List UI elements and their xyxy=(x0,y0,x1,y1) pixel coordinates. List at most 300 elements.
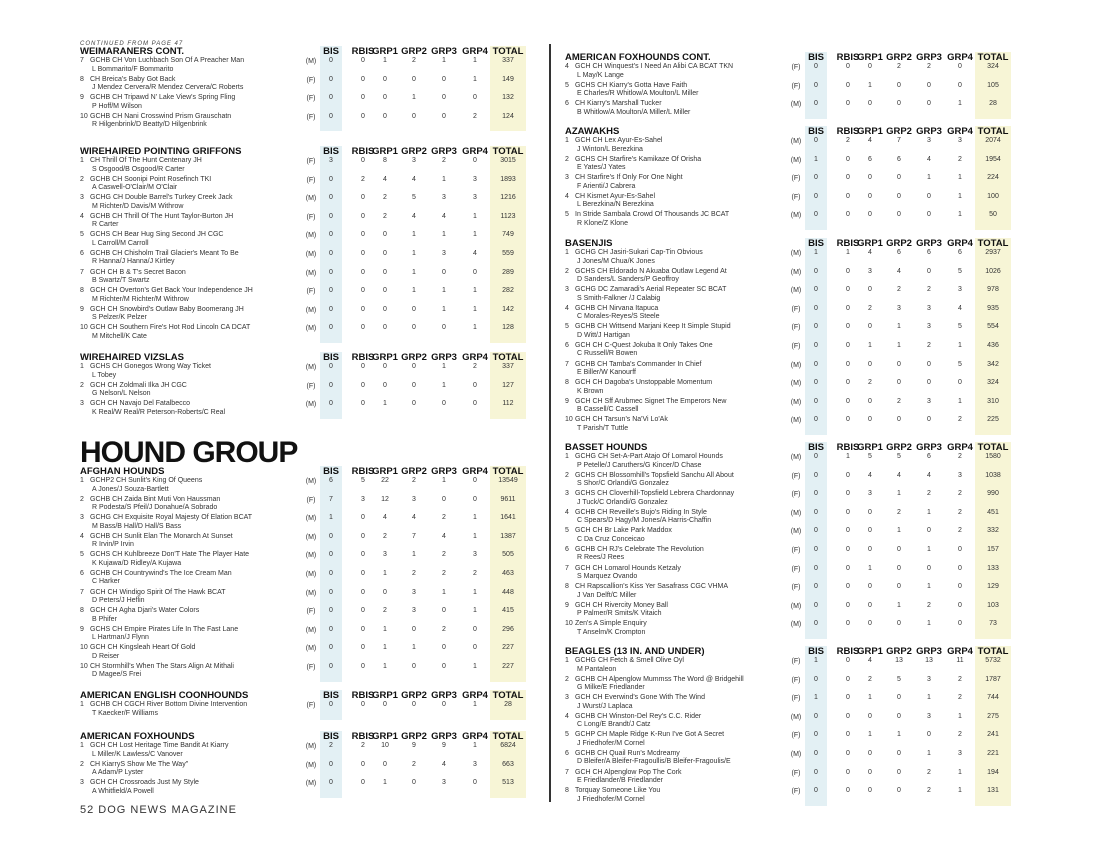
stat-rbis: 0 xyxy=(846,749,850,757)
stat-rbis: 0 xyxy=(846,657,850,664)
section-header xyxy=(565,52,1017,63)
stat-grp4: 1 xyxy=(473,532,477,540)
section-header xyxy=(565,126,1017,137)
stat-total: 282 xyxy=(502,287,514,295)
breed-title: AFGHAN HOUNDS xyxy=(80,466,165,477)
breed-title: AZAWAKHS xyxy=(565,126,620,137)
rank-number: 6 xyxy=(80,249,84,257)
breed-title: WEIMARANERS CONT. xyxy=(80,46,184,57)
stat-rbis: 0 xyxy=(361,305,365,313)
dog-name: CH Rapscallion's Kiss Yer Sasafrass CGC VHMA xyxy=(575,583,729,591)
stat-grp1: 0 xyxy=(868,508,872,516)
column-header-bis: BIS xyxy=(808,52,824,63)
dog-sex: (M) xyxy=(790,101,802,109)
stat-grp2: 3 xyxy=(412,495,416,503)
dog-sex: (M) xyxy=(305,478,317,485)
stat-grp1: 0 xyxy=(868,416,872,424)
dog-name: Torquay Someone Like You xyxy=(575,787,661,795)
owner-names: L Hartman/J Flynn xyxy=(92,634,149,642)
rank-number: 9 xyxy=(565,601,569,609)
stat-grp1: 3 xyxy=(383,551,387,559)
dog-name: GCH CH Windigo Spirit Of The Hawk BCAT xyxy=(90,588,226,596)
stat-grp1: 0 xyxy=(868,100,872,108)
stat-grp2: 0 xyxy=(412,305,416,313)
column-header-grp3: GRP3 xyxy=(431,466,457,477)
column-header-total: TOTAL xyxy=(492,731,524,742)
stat-rbis: 0 xyxy=(361,532,365,540)
stat-bis: 0 xyxy=(814,601,818,609)
table-row xyxy=(565,416,1017,435)
dog-name: GCHB CH Alpenglow Mummss The Word @ Bridgehill xyxy=(575,675,744,683)
table-row xyxy=(565,249,1017,268)
column-header-rbis: RBIS xyxy=(351,46,375,57)
stat-rbis: 0 xyxy=(361,381,365,389)
stat-grp1: 8 xyxy=(383,157,387,164)
rank-number: 4 xyxy=(565,192,569,200)
stat-grp3: 0 xyxy=(442,94,446,102)
rank-number: 10 xyxy=(80,662,88,670)
dog-name: GCHG CH Double Barrel's Turkey Creek Jack xyxy=(90,194,233,202)
stat-grp4: 1 xyxy=(473,701,477,708)
table-row xyxy=(80,570,532,589)
column-header-grp2: GRP2 xyxy=(886,238,912,249)
dog-name: GCH CH Winquest's I Need An Alibi CA BCAT TKN xyxy=(575,63,734,70)
dog-name: CH Thrill Of The Hunt Centenary JH xyxy=(90,157,202,164)
stat-bis: 7 xyxy=(329,495,333,503)
owner-names: S Osgood/B Osgood/R Carter xyxy=(92,165,185,173)
owner-names: J Friedhofer/M Cornel xyxy=(577,795,645,803)
rank-number: 9 xyxy=(80,625,84,633)
stat-grp2: 5 xyxy=(412,194,416,202)
stat-grp4: 0 xyxy=(473,644,477,652)
stat-grp2: 4 xyxy=(897,471,901,479)
dog-name: GCHB CH RJ's Celebrate The Revolution xyxy=(575,545,704,553)
stat-rbis: 2 xyxy=(361,175,365,183)
owner-names: M Mitchell/K Cate xyxy=(92,332,147,340)
column-header-grp1: GRP1 xyxy=(372,731,398,742)
stat-rbis: 2 xyxy=(361,742,365,749)
column-header-grp1: GRP1 xyxy=(372,46,398,57)
rank-number: 8 xyxy=(80,75,84,83)
stat-total: 342 xyxy=(987,360,999,368)
column-header-grp4: GRP4 xyxy=(462,46,488,57)
stat-total: 13549 xyxy=(498,477,518,484)
breed-title: BASENJIS xyxy=(565,238,613,249)
stat-bis: 0 xyxy=(329,175,333,183)
stat-bis: 0 xyxy=(814,787,818,795)
column-header-grp3: GRP3 xyxy=(431,690,457,701)
column-header-total: TOTAL xyxy=(492,352,524,363)
table-row xyxy=(80,779,532,798)
stat-bis: 0 xyxy=(329,94,333,102)
stat-bis: 1 xyxy=(814,155,818,163)
stat-grp3: 0 xyxy=(927,100,931,108)
dog-sex: (F) xyxy=(791,64,801,71)
stat-bis: 0 xyxy=(329,588,333,596)
stat-grp3: 0 xyxy=(442,662,446,670)
dog-name: GCHG CH Fetch & Smell Olive Oyl xyxy=(575,657,684,664)
stat-grp4: 5 xyxy=(958,323,962,331)
rank-number: 5 xyxy=(565,81,569,89)
dog-sex: (F) xyxy=(791,788,801,796)
stat-total: 221 xyxy=(987,749,999,757)
stat-bis: 0 xyxy=(814,304,818,312)
stat-grp4: 2 xyxy=(958,490,962,498)
stat-grp3: 2 xyxy=(927,787,931,795)
table-row xyxy=(565,63,1017,82)
breed-section xyxy=(80,146,532,343)
stat-grp4: 0 xyxy=(958,545,962,553)
stat-grp2: 6 xyxy=(897,249,901,256)
stat-bis: 0 xyxy=(814,749,818,757)
stat-total: 1893 xyxy=(500,175,516,183)
table-row xyxy=(565,156,1017,175)
dog-name: GCH CH Dagoba's Unstoppable Momentum xyxy=(575,379,713,387)
table-row xyxy=(565,82,1017,101)
stat-grp4: 0 xyxy=(958,601,962,609)
stat-grp2: 0 xyxy=(412,363,416,370)
column-header-grp3: GRP3 xyxy=(916,442,942,453)
dog-name: GCH CH Overton's Get Back Your Independence JH xyxy=(90,287,253,295)
dog-sex: (F) xyxy=(791,546,801,554)
stat-grp3: 3 xyxy=(927,137,931,144)
stat-grp1: 0 xyxy=(868,286,872,294)
dog-sex: (F) xyxy=(791,658,801,665)
dog-sex: (M) xyxy=(790,380,802,388)
owner-names: M Richter/M Richter/M Withrow xyxy=(92,295,189,303)
stat-total: 100 xyxy=(987,192,999,200)
table-row xyxy=(80,496,532,515)
stat-grp3: 3 xyxy=(442,249,446,257)
column-header-grp3: GRP3 xyxy=(916,126,942,137)
rank-number: 3 xyxy=(565,694,569,702)
stat-grp4: 1 xyxy=(473,588,477,596)
column-header-grp2: GRP2 xyxy=(886,52,912,63)
stat-grp2: 0 xyxy=(897,192,901,200)
dog-name: In Stride Sambala Crowd Of Thousands JC BCAT xyxy=(575,211,730,219)
stat-grp2: 1 xyxy=(412,231,416,239)
stat-bis: 0 xyxy=(329,701,333,708)
stat-rbis: 0 xyxy=(846,787,850,795)
table-row xyxy=(565,602,1017,621)
column-header-grp1: GRP1 xyxy=(372,690,398,701)
stat-grp3: 0 xyxy=(927,360,931,368)
owner-names: J Winton/L Berezkina xyxy=(577,145,643,153)
stat-total: 1216 xyxy=(500,194,516,202)
dog-sex: (M) xyxy=(305,306,317,314)
rank-number: 4 xyxy=(80,532,84,540)
stat-bis: 0 xyxy=(814,379,818,387)
stat-rbis: 0 xyxy=(846,341,850,349)
stat-grp4: 0 xyxy=(473,381,477,389)
stat-grp2: 4 xyxy=(412,212,416,220)
stat-grp4: 0 xyxy=(958,620,962,628)
section-header xyxy=(80,46,532,57)
stat-grp4: 0 xyxy=(473,400,477,408)
column-header-grp4: GRP4 xyxy=(462,466,488,477)
stat-grp4: 1 xyxy=(958,712,962,720)
stat-grp4: 0 xyxy=(473,779,477,787)
table-row xyxy=(80,533,532,552)
rank-number: 2 xyxy=(565,675,569,683)
stat-bis: 0 xyxy=(814,471,818,479)
table-row xyxy=(565,286,1017,305)
stat-grp1: 5 xyxy=(868,453,872,460)
stat-grp3: 1 xyxy=(927,508,931,516)
rank-number: 1 xyxy=(80,477,84,484)
column-header-grp3: GRP3 xyxy=(916,52,942,63)
breed-section xyxy=(80,352,532,419)
owner-names: F Arienti/J Cabrera xyxy=(577,182,636,190)
stat-grp1: 6 xyxy=(868,155,872,163)
owner-names: P Petelle/J Caruthers/G Kincer/D Chase xyxy=(577,461,702,469)
owner-names: E Biller/W Kanourff xyxy=(577,369,637,377)
stat-grp2: 0 xyxy=(897,787,901,795)
dog-name: GCH CH Lomarol Hounds Ketzaly xyxy=(575,564,681,572)
stat-grp2: 0 xyxy=(412,324,416,332)
stat-grp1: 0 xyxy=(868,397,872,405)
dog-name: CH Kismet Ayur-Es-Sahel xyxy=(575,192,656,200)
stat-grp4: 3 xyxy=(958,137,962,144)
stat-grp2: 3 xyxy=(897,304,901,312)
dog-sex: (M) xyxy=(790,156,802,164)
stat-grp2: 0 xyxy=(897,211,901,219)
dog-sex: (F) xyxy=(791,342,801,350)
stat-rbis: 0 xyxy=(846,267,850,275)
stat-grp1: 0 xyxy=(868,211,872,219)
stat-bis: 0 xyxy=(329,57,333,64)
column-header-grp3: GRP3 xyxy=(431,146,457,157)
stat-grp3: 3 xyxy=(927,675,931,683)
stat-grp3: 1 xyxy=(442,588,446,596)
dog-name: CH Starfire's If Only For One Night xyxy=(575,174,683,182)
stat-grp3: 0 xyxy=(927,379,931,387)
dog-sex: (F) xyxy=(791,676,801,684)
owner-names: M Richter/D Davis/M Withrow xyxy=(92,202,184,210)
column-header-bis: BIS xyxy=(808,126,824,137)
stat-grp2: 3 xyxy=(412,157,416,164)
dog-name: GCHS CH Eldorado N Akuaba Outlaw Legend At xyxy=(575,267,727,275)
stat-grp1: 0 xyxy=(383,760,387,768)
dog-name: GCHB CH Chisholm Trail Glacier's Meant To Be xyxy=(90,249,239,257)
rank-number: 6 xyxy=(565,100,569,108)
stat-rbis: 0 xyxy=(361,194,365,202)
rank-number: 8 xyxy=(565,583,569,591)
rank-number: 6 xyxy=(565,545,569,553)
owner-names: T Kaecker/F Williams xyxy=(92,709,158,717)
stat-bis: 0 xyxy=(814,323,818,331)
stat-grp1: 0 xyxy=(868,545,872,553)
dog-sex: (M) xyxy=(305,250,317,258)
rank-number: 2 xyxy=(80,760,84,768)
stat-grp2: 1 xyxy=(412,551,416,559)
dog-name: CH Stormhill's When The Stars Align At Mithali xyxy=(90,662,234,670)
stat-grp3: 6 xyxy=(927,249,931,256)
breed-section xyxy=(80,690,532,720)
stat-grp2: 2 xyxy=(897,508,901,516)
dog-name: Zen's A Simple Enquiry xyxy=(575,620,647,628)
stat-rbis: 0 xyxy=(846,323,850,331)
stat-bis: 0 xyxy=(329,212,333,220)
column-header-bis: BIS xyxy=(323,690,339,701)
owner-names: M Pantaleon xyxy=(577,665,617,673)
column-header-grp1: GRP1 xyxy=(857,442,883,453)
owner-names: L Tobey xyxy=(92,371,117,379)
table-row xyxy=(565,546,1017,565)
dog-sex: (M) xyxy=(790,138,802,145)
stat-grp3: 0 xyxy=(927,527,931,535)
stat-grp4: 0 xyxy=(958,564,962,572)
stat-rbis: 0 xyxy=(361,588,365,596)
stat-total: 28 xyxy=(504,701,512,708)
table-row xyxy=(565,323,1017,342)
column-header-grp4: GRP4 xyxy=(947,646,973,657)
stat-rbis: 0 xyxy=(361,400,365,408)
dog-name: CH KiarryS Show Me The Way" xyxy=(90,760,189,768)
stat-grp1: 4 xyxy=(868,657,872,664)
stat-grp1: 4 xyxy=(383,175,387,183)
column-header-grp4: GRP4 xyxy=(462,731,488,742)
owner-names: D Magee/S Frei xyxy=(92,671,142,679)
owner-names: M Bass/B Hall/D Hall/S Bass xyxy=(92,522,182,530)
stat-rbis: 0 xyxy=(846,712,850,720)
rank-number: 1 xyxy=(80,742,84,749)
stat-grp4: 1 xyxy=(958,787,962,795)
dog-sex: (M) xyxy=(305,58,317,65)
stat-grp3: 0 xyxy=(442,324,446,332)
stat-bis: 0 xyxy=(329,532,333,540)
stat-grp3: 0 xyxy=(442,495,446,503)
stat-rbis: 0 xyxy=(361,94,365,102)
owner-names: J Jones/M Chua/K Jones xyxy=(577,257,655,265)
section-header xyxy=(565,238,1017,249)
owner-names: S Shor/C Orlandi/G Gonzalez xyxy=(577,480,669,488)
stat-grp3: 4 xyxy=(927,155,931,163)
dog-sex: (M) xyxy=(790,361,802,369)
dog-sex: (F) xyxy=(791,82,801,90)
stat-grp1: 12 xyxy=(381,495,389,503)
stat-total: 513 xyxy=(502,779,514,787)
rank-number: 5 xyxy=(80,551,84,559)
rank-number: 4 xyxy=(565,304,569,312)
stat-bis: 0 xyxy=(814,174,818,182)
stat-grp2: 0 xyxy=(897,100,901,108)
dog-sex: (M) xyxy=(305,626,317,634)
stat-bis: 0 xyxy=(329,363,333,370)
stat-total: 9611 xyxy=(500,495,516,503)
column-header-total: TOTAL xyxy=(977,646,1009,657)
stat-total: 935 xyxy=(987,304,999,312)
stat-grp3: 0 xyxy=(442,268,446,276)
stat-grp4: 0 xyxy=(958,379,962,387)
rank-number: 8 xyxy=(565,787,569,795)
stat-grp1: 2 xyxy=(383,194,387,202)
rank-number: 1 xyxy=(565,249,569,256)
stat-total: 1580 xyxy=(985,453,1001,460)
rank-number: 1 xyxy=(80,701,84,708)
column-header-grp2: GRP2 xyxy=(401,466,427,477)
stat-grp2: 2 xyxy=(412,57,416,64)
stat-grp4: 2 xyxy=(473,112,477,120)
dog-name: GCH CH Kingsleah Heart Of Gold xyxy=(90,644,196,652)
dog-sex: (F) xyxy=(791,305,801,313)
stat-rbis: 0 xyxy=(846,545,850,553)
table-row xyxy=(565,398,1017,417)
table-row xyxy=(565,583,1017,602)
stat-grp2: 0 xyxy=(897,564,901,572)
dog-sex: (F) xyxy=(791,324,801,332)
dog-name: GCHS CH Gonegos Wrong Way Ticket xyxy=(90,363,211,370)
table-row xyxy=(565,694,1017,713)
stat-grp3: 2 xyxy=(927,341,931,349)
stat-grp1: 0 xyxy=(383,588,387,596)
stat-total: 1038 xyxy=(985,471,1001,479)
dog-name: GCH CH Lost Heritage Time Bandit At Kiarry xyxy=(90,742,229,749)
dog-sex: (M) xyxy=(305,401,317,409)
stat-total: 451 xyxy=(987,508,999,516)
section-header xyxy=(565,442,1017,453)
table-row xyxy=(80,176,532,195)
table-row xyxy=(80,194,532,213)
table-row xyxy=(565,137,1017,156)
stat-bis: 0 xyxy=(814,527,818,535)
stat-bis: 0 xyxy=(814,192,818,200)
rank-number: 1 xyxy=(565,453,569,460)
stat-grp1: 0 xyxy=(383,324,387,332)
stat-grp4: 2 xyxy=(958,527,962,535)
stat-rbis: 0 xyxy=(361,760,365,768)
stat-grp4: 0 xyxy=(473,495,477,503)
stat-grp3: 0 xyxy=(442,701,446,708)
rank-number: 3 xyxy=(565,490,569,498)
table-row xyxy=(80,269,532,288)
stat-grp4: 1 xyxy=(473,742,477,749)
stat-total: 194 xyxy=(987,768,999,776)
dog-name: GCHB CH Countrywind's The Ice Cream Man xyxy=(90,569,232,577)
stat-grp2: 5 xyxy=(897,453,901,460)
column-header-total: TOTAL xyxy=(977,126,1009,137)
owner-names: C Long/E Brandt/J Catz xyxy=(577,721,651,729)
stat-grp1: 2 xyxy=(868,304,872,312)
stat-grp1: 0 xyxy=(868,360,872,368)
stat-grp3: 2 xyxy=(442,625,446,633)
stat-bis: 0 xyxy=(329,324,333,332)
table-row xyxy=(565,472,1017,491)
stat-grp2: 1 xyxy=(412,644,416,652)
rank-number: 4 xyxy=(565,63,569,70)
column-header-total: TOTAL xyxy=(977,238,1009,249)
owner-names: J Tuck/C Orlandi/G Gonzalez xyxy=(577,498,668,506)
stat-total: 128 xyxy=(502,324,514,332)
dog-sex: (M) xyxy=(790,750,802,758)
stat-bis: 0 xyxy=(329,75,333,83)
stat-total: 436 xyxy=(987,341,999,349)
stat-total: 2937 xyxy=(985,249,1001,256)
stat-total: 225 xyxy=(987,416,999,424)
owner-names: C Russell/R Bowen xyxy=(577,350,638,358)
stat-rbis: 0 xyxy=(846,675,850,683)
table-row xyxy=(565,750,1017,769)
stat-grp3: 0 xyxy=(927,564,931,572)
stat-grp3: 3 xyxy=(442,194,446,202)
dog-sex: (F) xyxy=(306,95,316,103)
table-row xyxy=(80,324,532,343)
stat-grp4: 3 xyxy=(958,749,962,757)
owner-names: C Morales-Reyes/S Steele xyxy=(577,313,660,321)
table-row xyxy=(80,761,532,780)
stat-grp1: 1 xyxy=(868,564,872,572)
stat-grp4: 1 xyxy=(473,75,477,83)
